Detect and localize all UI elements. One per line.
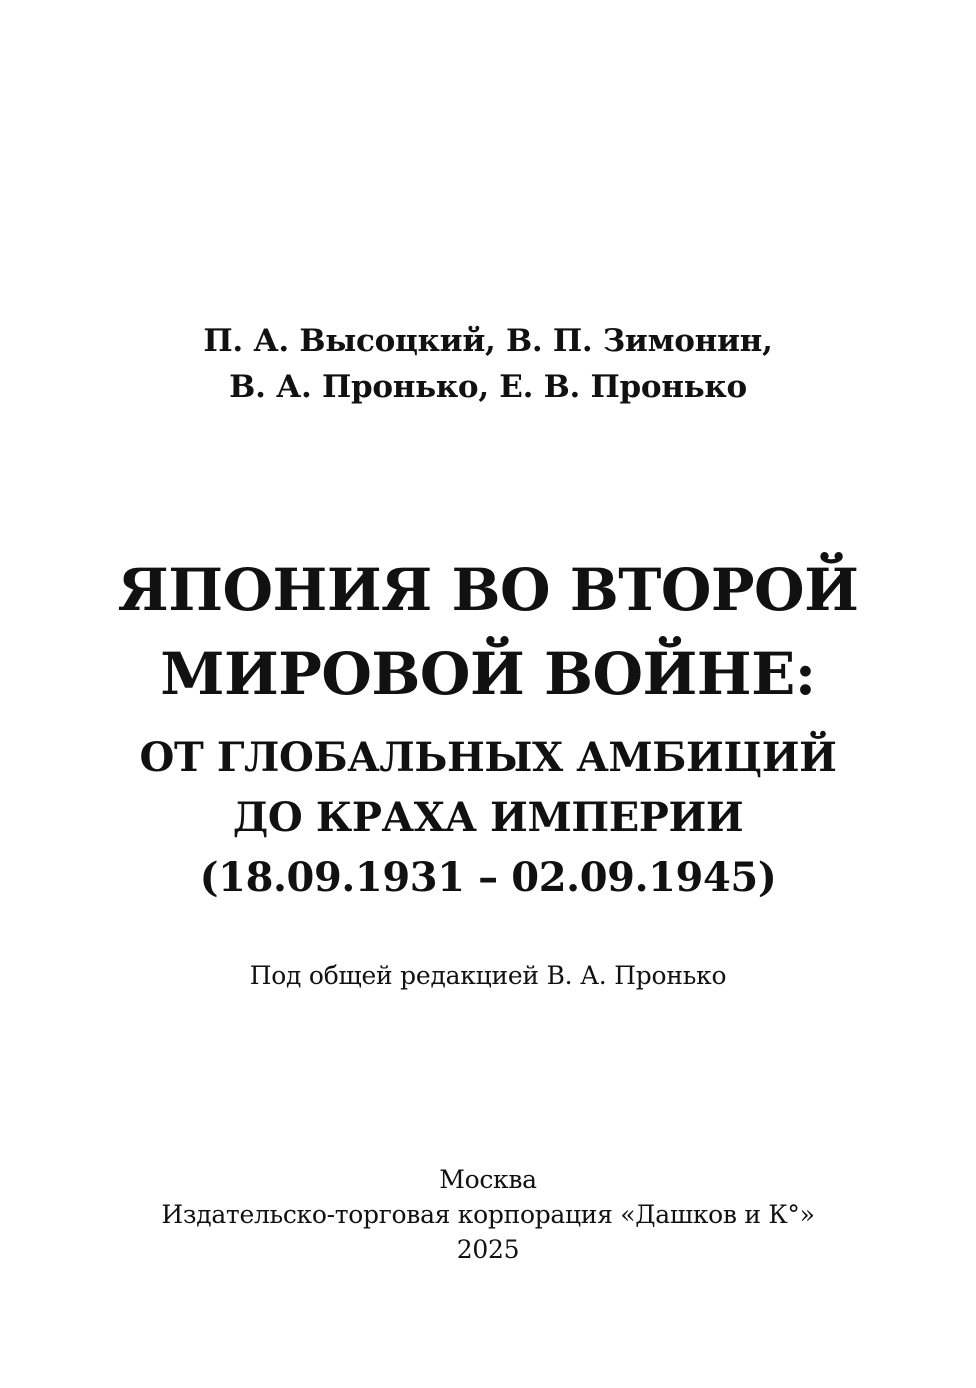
imprint-publisher: Издательско-торговая корпорация «Дашков и К°» (161, 1200, 815, 1229)
book-title (0, 548, 976, 716)
subtitle-line-2: ДО КРАХА ИМПЕРИИ (232, 794, 744, 841)
authors-block (0, 318, 976, 410)
book-subtitle (0, 728, 976, 908)
subtitle-line-3: (18.09.1931 – 02.09.1945) (199, 854, 777, 901)
subtitle-line-1: ОТ ГЛОБАЛЬНЫХ АМБИЦИЙ (139, 734, 837, 781)
editor-note: Под общей редакцией В. А. Пронько (249, 961, 727, 990)
title-line-2: МИРОВОЙ ВОЙНЕ: (160, 640, 816, 708)
imprint-city: Москва (439, 1165, 537, 1194)
authors-line-1: П. А. Высоцкий, В. П. Зимонин, (203, 323, 773, 359)
imprint (0, 1162, 976, 1267)
title-line-1: ЯПОНИЯ ВО ВТОРОЙ (117, 556, 859, 624)
imprint-year: 2025 (456, 1235, 520, 1264)
authors-line-2: В. А. Пронько, Е. В. Пронько (229, 369, 747, 405)
